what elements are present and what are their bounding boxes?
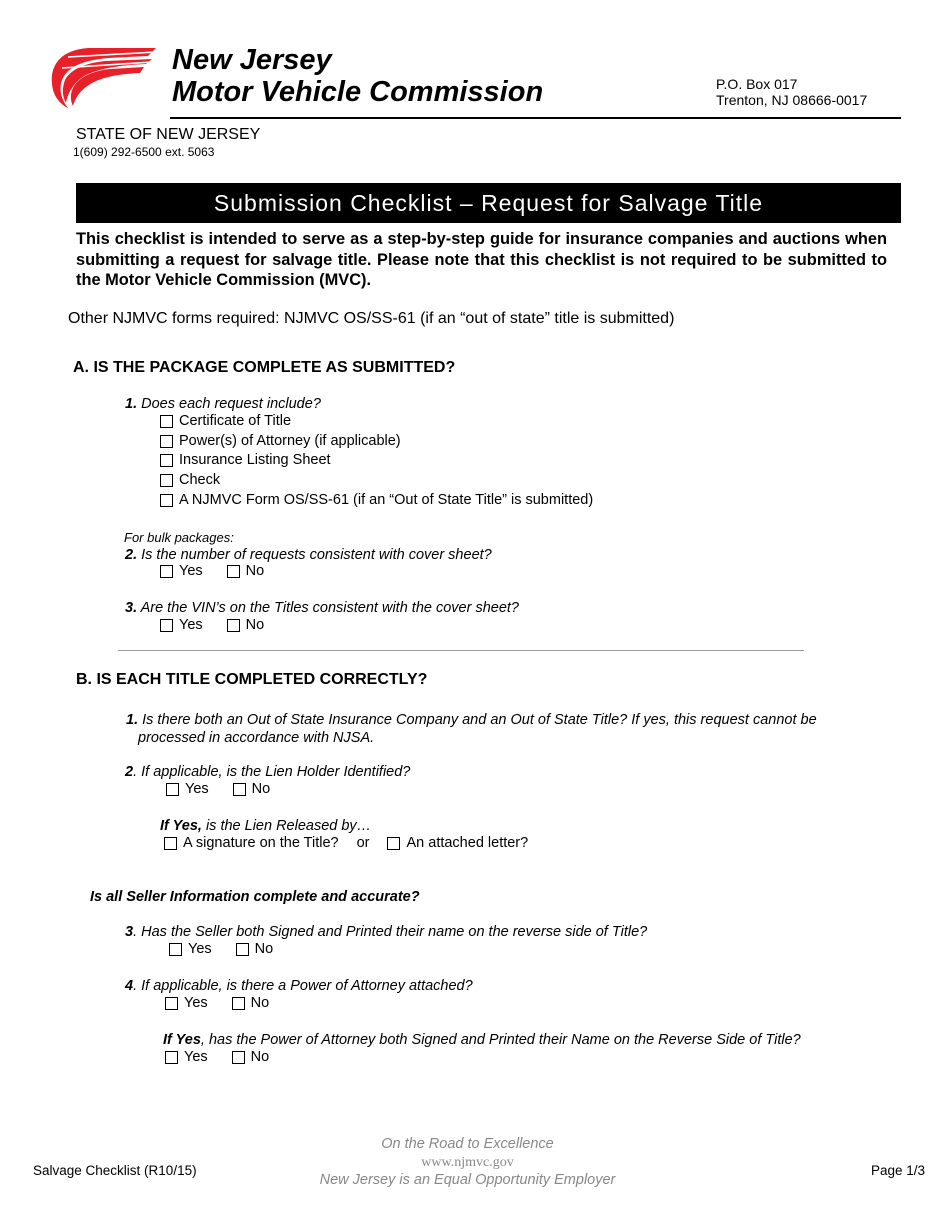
other-forms-note: Other NJMVC forms required: NJMVC OS/SS-61 (if an “out of state” title is submitted)	[68, 310, 675, 327]
question-text: , has the Power of Attorney both Signed and Printed their Name on the Reverse Side of Title?	[200, 1032, 801, 1048]
section-b-question-3	[125, 924, 647, 940]
question-number: 3	[125, 924, 134, 940]
question-text: is the Lien Released by…	[201, 818, 372, 834]
agency-name-line1: New Jersey	[172, 44, 332, 76]
yes-label: Yes	[184, 1049, 208, 1065]
checkbox[interactable]	[160, 415, 173, 428]
njmvc-logo	[48, 46, 160, 110]
option-label: Check	[179, 472, 221, 488]
checkbox[interactable]	[160, 454, 173, 467]
question-number: 4	[125, 978, 134, 994]
address-line2: Trenton, NJ 08666-0017	[716, 92, 868, 108]
section-a-q3-options	[160, 617, 264, 633]
phone-number: 1(609) 292-6500 ext. 5063	[73, 145, 215, 159]
footer-url: www.njmvc.gov	[421, 1155, 514, 1170]
state-name: STATE OF NEW JERSEY	[76, 126, 261, 143]
no-label: No	[245, 617, 265, 633]
option-check[interactable]	[160, 472, 220, 488]
question-number: 1.	[125, 396, 138, 412]
question-text: Does each request include?	[137, 396, 321, 412]
poa-signed-options	[165, 1049, 269, 1065]
section-a-heading: A. IS THE PACKAGE COMPLETE AS SUBMITTED?	[73, 359, 456, 376]
checkbox-yes[interactable]	[165, 997, 178, 1010]
checkbox[interactable]	[160, 435, 173, 448]
page-number: Page 1/3	[871, 1163, 926, 1178]
if-yes-label: If Yes,	[160, 818, 202, 834]
lien-release-question	[160, 818, 371, 834]
section-divider	[118, 650, 804, 651]
section-b-question-4	[125, 978, 473, 994]
lien-release-options	[164, 835, 528, 851]
section-b-q2-options	[166, 781, 270, 797]
form-id: Salvage Checklist (R10/15)	[33, 1163, 197, 1178]
yes-label: Yes	[184, 995, 208, 1011]
page-title: Submission Checklist – Request for Salvage Title	[76, 183, 901, 223]
footer-employer: New Jersey is an Equal Opportunity Employer	[319, 1172, 616, 1188]
no-label: No	[251, 781, 271, 797]
checkbox-yes[interactable]	[160, 619, 173, 632]
intro-paragraph: This checklist is intended to serve as a step-by-step guide for insurance companies and auctions when submitting a request for salvage title. Please note that this checklist is not required to be submitted to the Motor Vehicle Commission (MVC).	[76, 230, 887, 289]
question-number: 2	[125, 764, 134, 780]
section-a-question-1	[125, 396, 321, 412]
checkbox-yes[interactable]	[160, 565, 173, 578]
yes-label: Yes	[179, 617, 203, 633]
question-text: . Has the Seller both Signed and Printed their name on the reverse side of Title?	[133, 924, 648, 940]
question-text: Is there both an Out of State Insurance Company and an Out of State Title? If yes, this request cannot be	[138, 712, 817, 728]
question-text: . If applicable, is the Lien Holder Identified?	[133, 764, 411, 780]
section-b-question-1	[126, 711, 817, 729]
header-divider	[170, 117, 901, 119]
signature-label: A signature on the Title?	[183, 835, 339, 851]
question-number: 2.	[125, 547, 138, 563]
no-label: No	[245, 563, 265, 579]
checkbox-signature-on-title[interactable]	[164, 837, 177, 850]
checkbox-no[interactable]	[227, 565, 240, 578]
option-label: Certificate of Title	[179, 413, 292, 429]
option-certificate-of-title[interactable]	[160, 413, 291, 429]
footer-motto: On the Road to Excellence	[381, 1136, 554, 1152]
section-a-question-2	[125, 547, 492, 563]
checkbox-yes[interactable]	[166, 783, 179, 796]
section-b-q4-options	[165, 995, 269, 1011]
checkbox-yes[interactable]	[165, 1051, 178, 1064]
seller-info-heading: Is all Seller Information complete and accurate?	[90, 889, 420, 905]
no-label: No	[254, 941, 274, 957]
checkbox-no[interactable]	[233, 783, 246, 796]
poa-signed-question	[163, 1032, 801, 1048]
yes-label: Yes	[179, 563, 203, 579]
agency-name-line2: Motor Vehicle Commission	[172, 76, 544, 108]
section-b-question-2	[125, 764, 410, 780]
checkbox[interactable]	[160, 494, 173, 507]
section-a-q2-options	[160, 563, 264, 579]
option-power-of-attorney[interactable]	[160, 433, 401, 449]
yes-label: Yes	[185, 781, 209, 797]
question-number: 1.	[126, 712, 139, 728]
question-text: . If applicable, is there a Power of Attorney attached?	[133, 978, 473, 994]
no-label: No	[250, 995, 270, 1011]
no-label: No	[250, 1049, 270, 1065]
checkbox[interactable]	[160, 474, 173, 487]
question-number: 3.	[125, 600, 138, 616]
attached-letter-label: An attached letter?	[406, 835, 529, 851]
checkbox-no[interactable]	[227, 619, 240, 632]
section-a-question-3	[125, 600, 519, 616]
option-label: A NJMVC Form OS/SS-61 (if an “Out of State Title” is submitted)	[179, 492, 594, 508]
option-label: Insurance Listing Sheet	[179, 452, 331, 468]
section-b-q3-options	[169, 941, 273, 957]
option-label: Power(s) of Attorney (if applicable)	[179, 433, 401, 449]
section-b-heading: B. IS EACH TITLE COMPLETED CORRECTLY?	[76, 671, 428, 688]
checkbox-no[interactable]	[232, 997, 245, 1010]
or-label: or	[356, 835, 370, 851]
section-b-question-1-cont: processed in accordance with NJSA.	[138, 730, 375, 746]
bulk-packages-label: For bulk packages:	[124, 530, 234, 545]
question-text: Is the number of requests consistent with cover sheet?	[137, 547, 492, 563]
checkbox-no[interactable]	[232, 1051, 245, 1064]
option-insurance-listing-sheet[interactable]	[160, 452, 331, 468]
checkbox-yes[interactable]	[169, 943, 182, 956]
address-line1: P.O. Box 017	[716, 76, 798, 92]
option-os-ss-61[interactable]	[160, 492, 593, 508]
question-text: Are the VIN’s on the Titles consistent with the cover sheet?	[137, 600, 519, 616]
if-yes-label: If Yes	[163, 1032, 201, 1048]
yes-label: Yes	[188, 941, 212, 957]
checkbox-attached-letter[interactable]	[387, 837, 400, 850]
checkbox-no[interactable]	[236, 943, 249, 956]
